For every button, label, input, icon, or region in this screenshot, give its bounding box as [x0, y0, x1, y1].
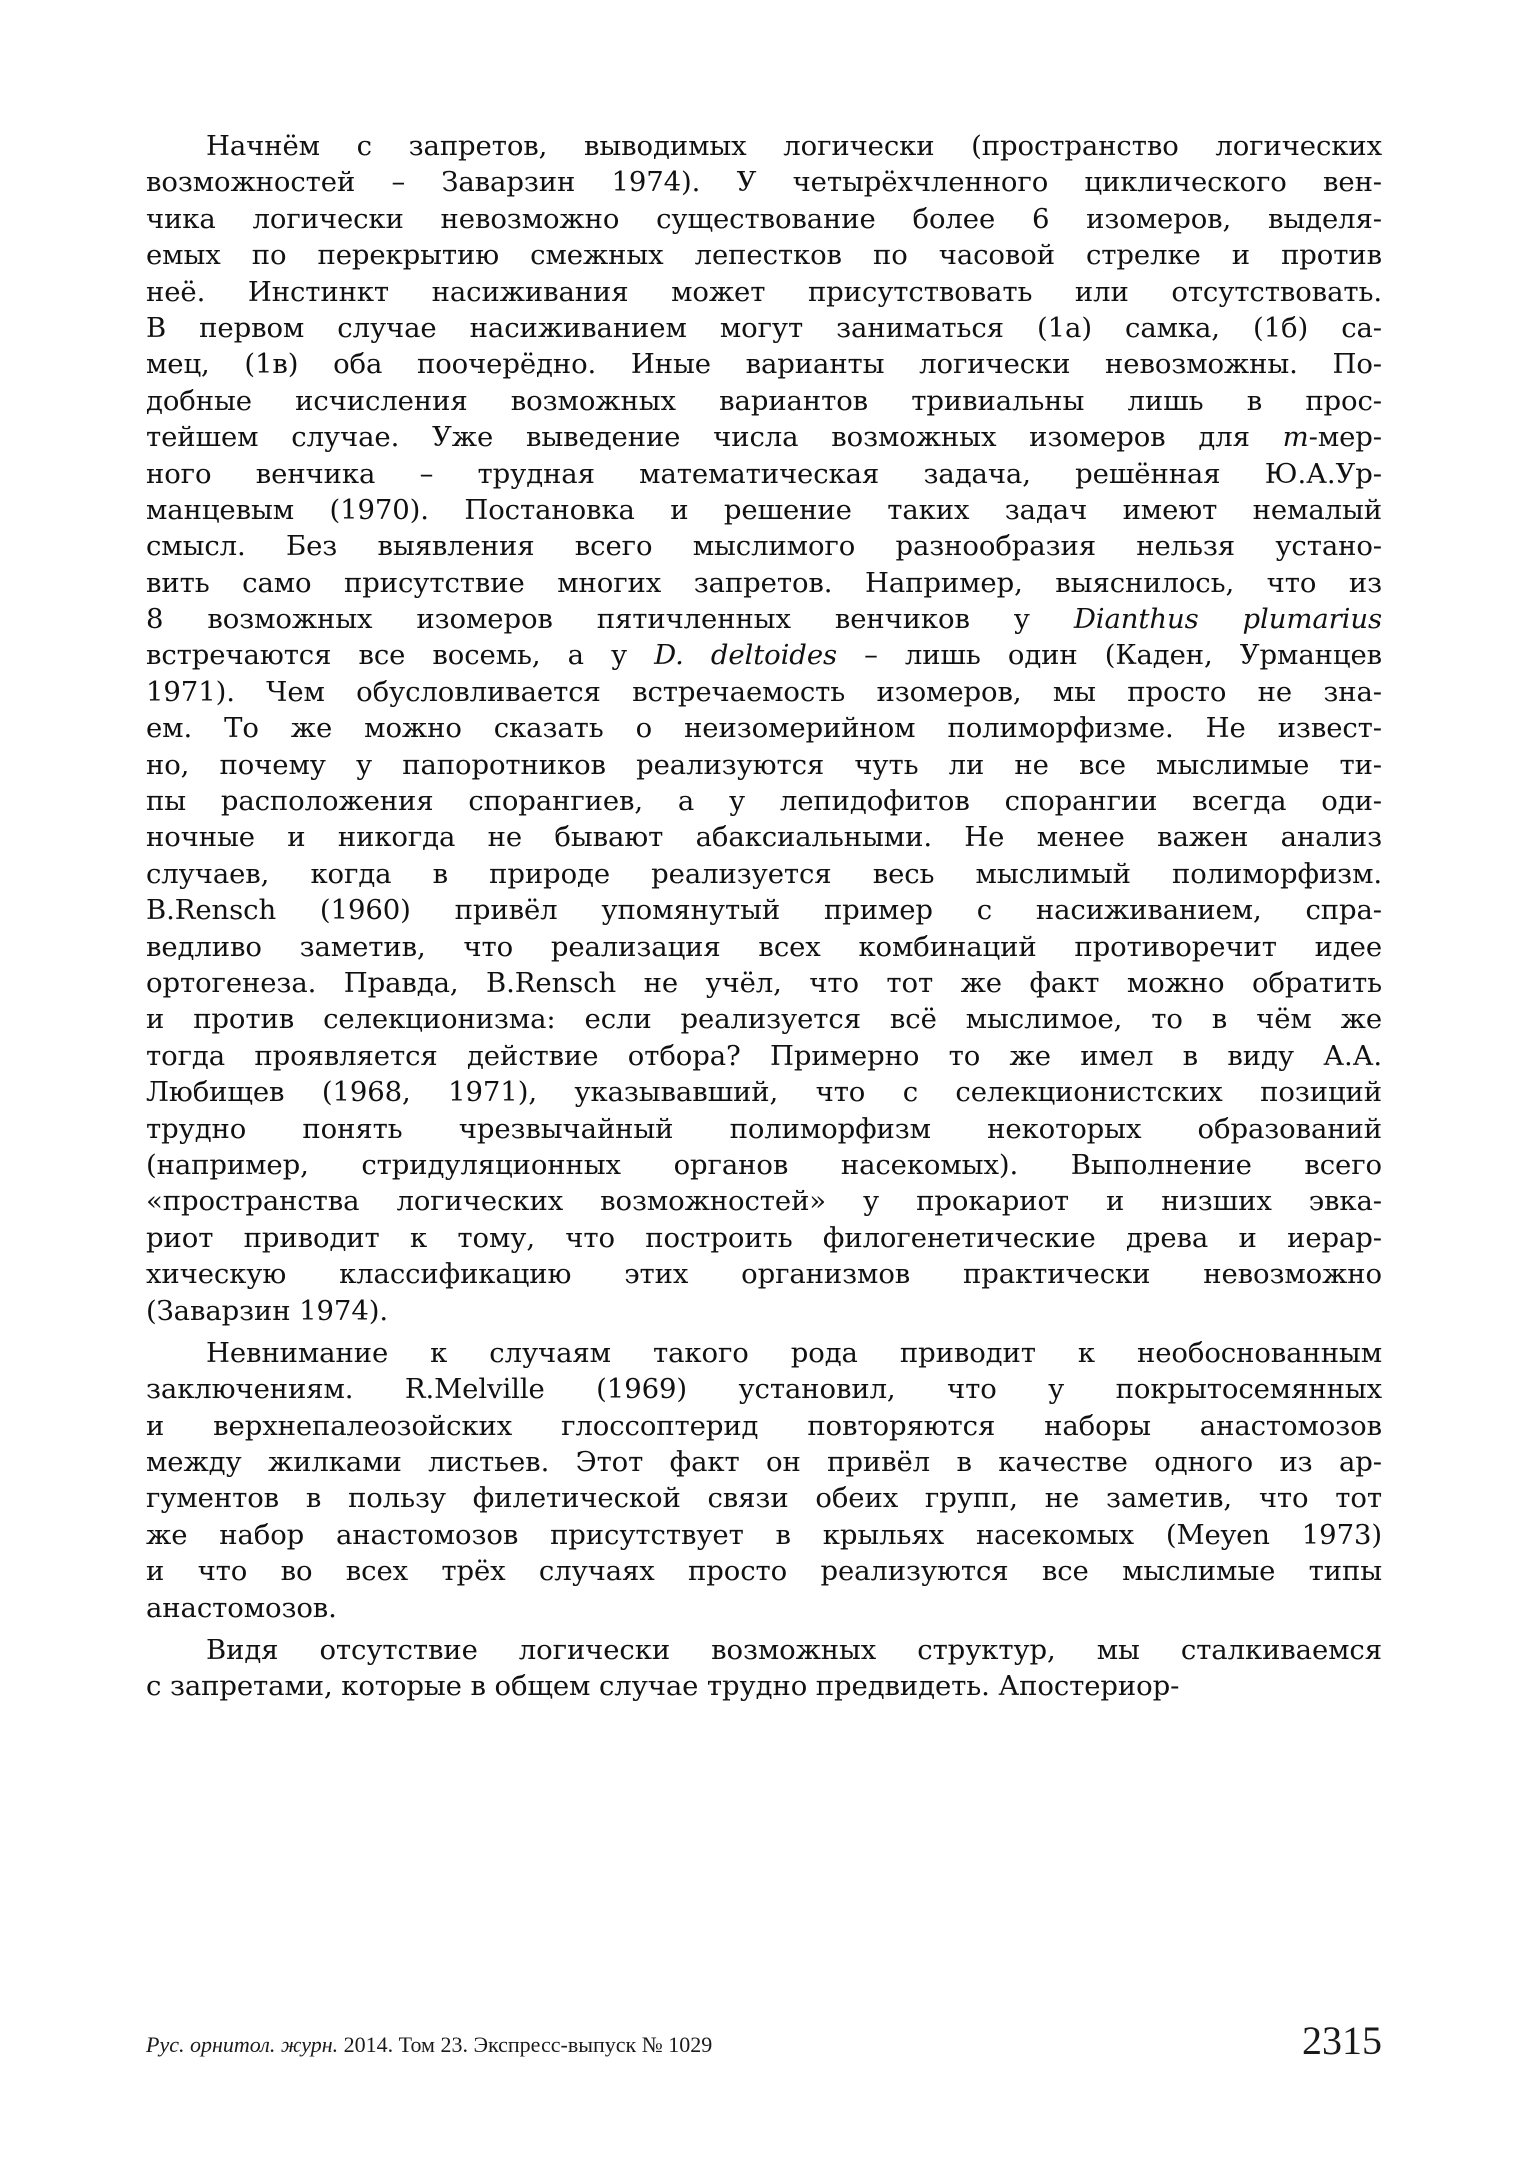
- text-line: манцевым (1970). Постановка и решение таких задач имеют немалый: [146, 493, 1382, 526]
- text-line: и что во всех трёх случаях просто реализуются все мыслимые типы: [146, 1555, 1382, 1588]
- text-line: Начнём с запретов, выводимых логически (пространство логических: [206, 130, 1382, 162]
- journal-abbreviation: Рус. орнитол. журн.: [146, 2032, 339, 2057]
- text-line: случаев, когда в природе реализуется весь мыслимый полиморфизм.: [146, 857, 1382, 890]
- text-line: анастомозов.: [146, 1591, 337, 1624]
- text-line: чика логически невозможно существование более 6 изомеров, выделя-: [146, 202, 1382, 235]
- text-line: В первом случае насиживанием могут заниматься (1а) самка, (1б) са-: [146, 311, 1382, 344]
- journal-citation: [146, 2032, 712, 2058]
- text-line: и верхнепалеозойских глоссоптерид повторяются наборы анастомозов: [146, 1409, 1382, 1442]
- text-line: ем. То же можно сказать о неизомерийном полиморфизме. Не извест-: [146, 712, 1382, 745]
- text-line: же набор анастомозов присутствует в крыльях насекомых (Meyen 1973): [146, 1518, 1382, 1551]
- text-line: вить само присутствие многих запретов. Например, выяснилось, что из: [146, 566, 1382, 599]
- italic-term: m: [1282, 421, 1309, 454]
- paragraph: [146, 128, 1382, 1329]
- text-line: ведливо заметив, что реализация всех комбинаций противоречит идее: [146, 930, 1382, 963]
- text-line: гументов в пользу филетической связи обеих групп, не заметив, что тот: [146, 1482, 1382, 1515]
- paragraph: [146, 1335, 1382, 1626]
- text-line: B.Rensch (1960) привёл упомянутый пример с насиживанием, спра-: [146, 894, 1382, 927]
- text-line: 1971). Чем обусловливается встречаемость изомеров, мы просто не зна-: [146, 675, 1382, 708]
- text-line: ночные и никогда не бывают абаксиальными. Не менее важен анализ: [146, 821, 1382, 854]
- text-line: трудно понять чрезвычайный полиморфизм некоторых образований: [146, 1112, 1382, 1145]
- text-line: смысл. Без выявления всего мыслимого разнообразия нельзя устано-: [146, 530, 1382, 563]
- body-text: [146, 128, 1382, 1705]
- text-line: (Заварзин 1974).: [146, 1294, 388, 1327]
- text-line: возможностей – Заварзин 1974). У четырёхчленного циклического вен-: [146, 166, 1382, 199]
- text-line: пы расположения спорангиев, а у лепидофитов спорангии всегда оди-: [146, 785, 1382, 818]
- text-line: и против селекционизма: если реализуется всё мыслимое, то в чём же: [146, 1003, 1382, 1036]
- italic-term: D. deltoides: [654, 639, 838, 672]
- text-line: емых по перекрытию смежных лепестков по часовой стрелке и против: [146, 239, 1382, 272]
- text-line: заключениям. R.Melville (1969) установил, что у покрытосемянных: [146, 1373, 1382, 1406]
- text-line: встречаются все восемь, а у D. deltoides – лишь один (Каден, Урманцев: [146, 639, 1382, 672]
- text-line: неё. Инстинкт насиживания может присутствовать или отсутствовать.: [146, 275, 1382, 308]
- text-line: ного венчика – трудная математическая задача, решённая Ю.А.Ур-: [146, 457, 1382, 490]
- text-line: с запретами, которые в общем случае трудно предвидеть. Апостериор-: [146, 1670, 1180, 1703]
- text-line: тейшем случае. Уже выведение числа возможных изомеров для m-мер-: [146, 421, 1382, 454]
- text-line: мец, (1в) оба поочерёдно. Иные варианты логически невозможны. По-: [146, 348, 1382, 381]
- page-number: 2315: [1302, 2018, 1382, 2063]
- text-line: Видя отсутствие логически возможных структур, мы сталкиваемся: [206, 1634, 1382, 1667]
- text-line: 8 возможных изомеров пятичленных венчиков у Dianthus plumarius: [146, 603, 1383, 636]
- text-line: хическую классификацию этих организмов практически невозможно: [146, 1258, 1382, 1291]
- text-line: (например, стридуляционных органов насекомых). Выполнение всего: [146, 1148, 1382, 1181]
- text-line: риот приводит к тому, что построить филогенетические древа и иерар-: [146, 1221, 1382, 1254]
- italic-term: Dianthus plumarius: [1073, 603, 1383, 636]
- text-line: ортогенеза. Правда, B.Rensch не учёл, что тот же факт можно обратить: [146, 966, 1382, 999]
- text-line: между жилками листьев. Этот факт он привёл в качестве одного из ар-: [146, 1446, 1382, 1479]
- text-line: Невнимание к случаям такого рода приводит к необоснованным: [206, 1336, 1382, 1369]
- paragraph: [146, 1632, 1382, 1705]
- page-footer: [146, 2018, 1382, 2068]
- text-line: добные исчисления возможных вариантов тривиальны лишь в прос-: [146, 384, 1382, 417]
- text-line: тогда проявляется действие отбора? Примерно то же имел в виду А.А.: [146, 1039, 1382, 1072]
- text-line: но, почему у папоротников реализуются чуть ли не все мыслимые ти-: [146, 748, 1382, 781]
- text-line: Любищев (1968, 1971), указывавший, что с селекционистских позиций: [146, 1076, 1382, 1109]
- text-line: «пространства логических возможностей» у прокариот и низших эвка-: [146, 1185, 1382, 1218]
- issue-info: 2014. Том 23. Экспресс-выпуск № 1029: [338, 2032, 713, 2057]
